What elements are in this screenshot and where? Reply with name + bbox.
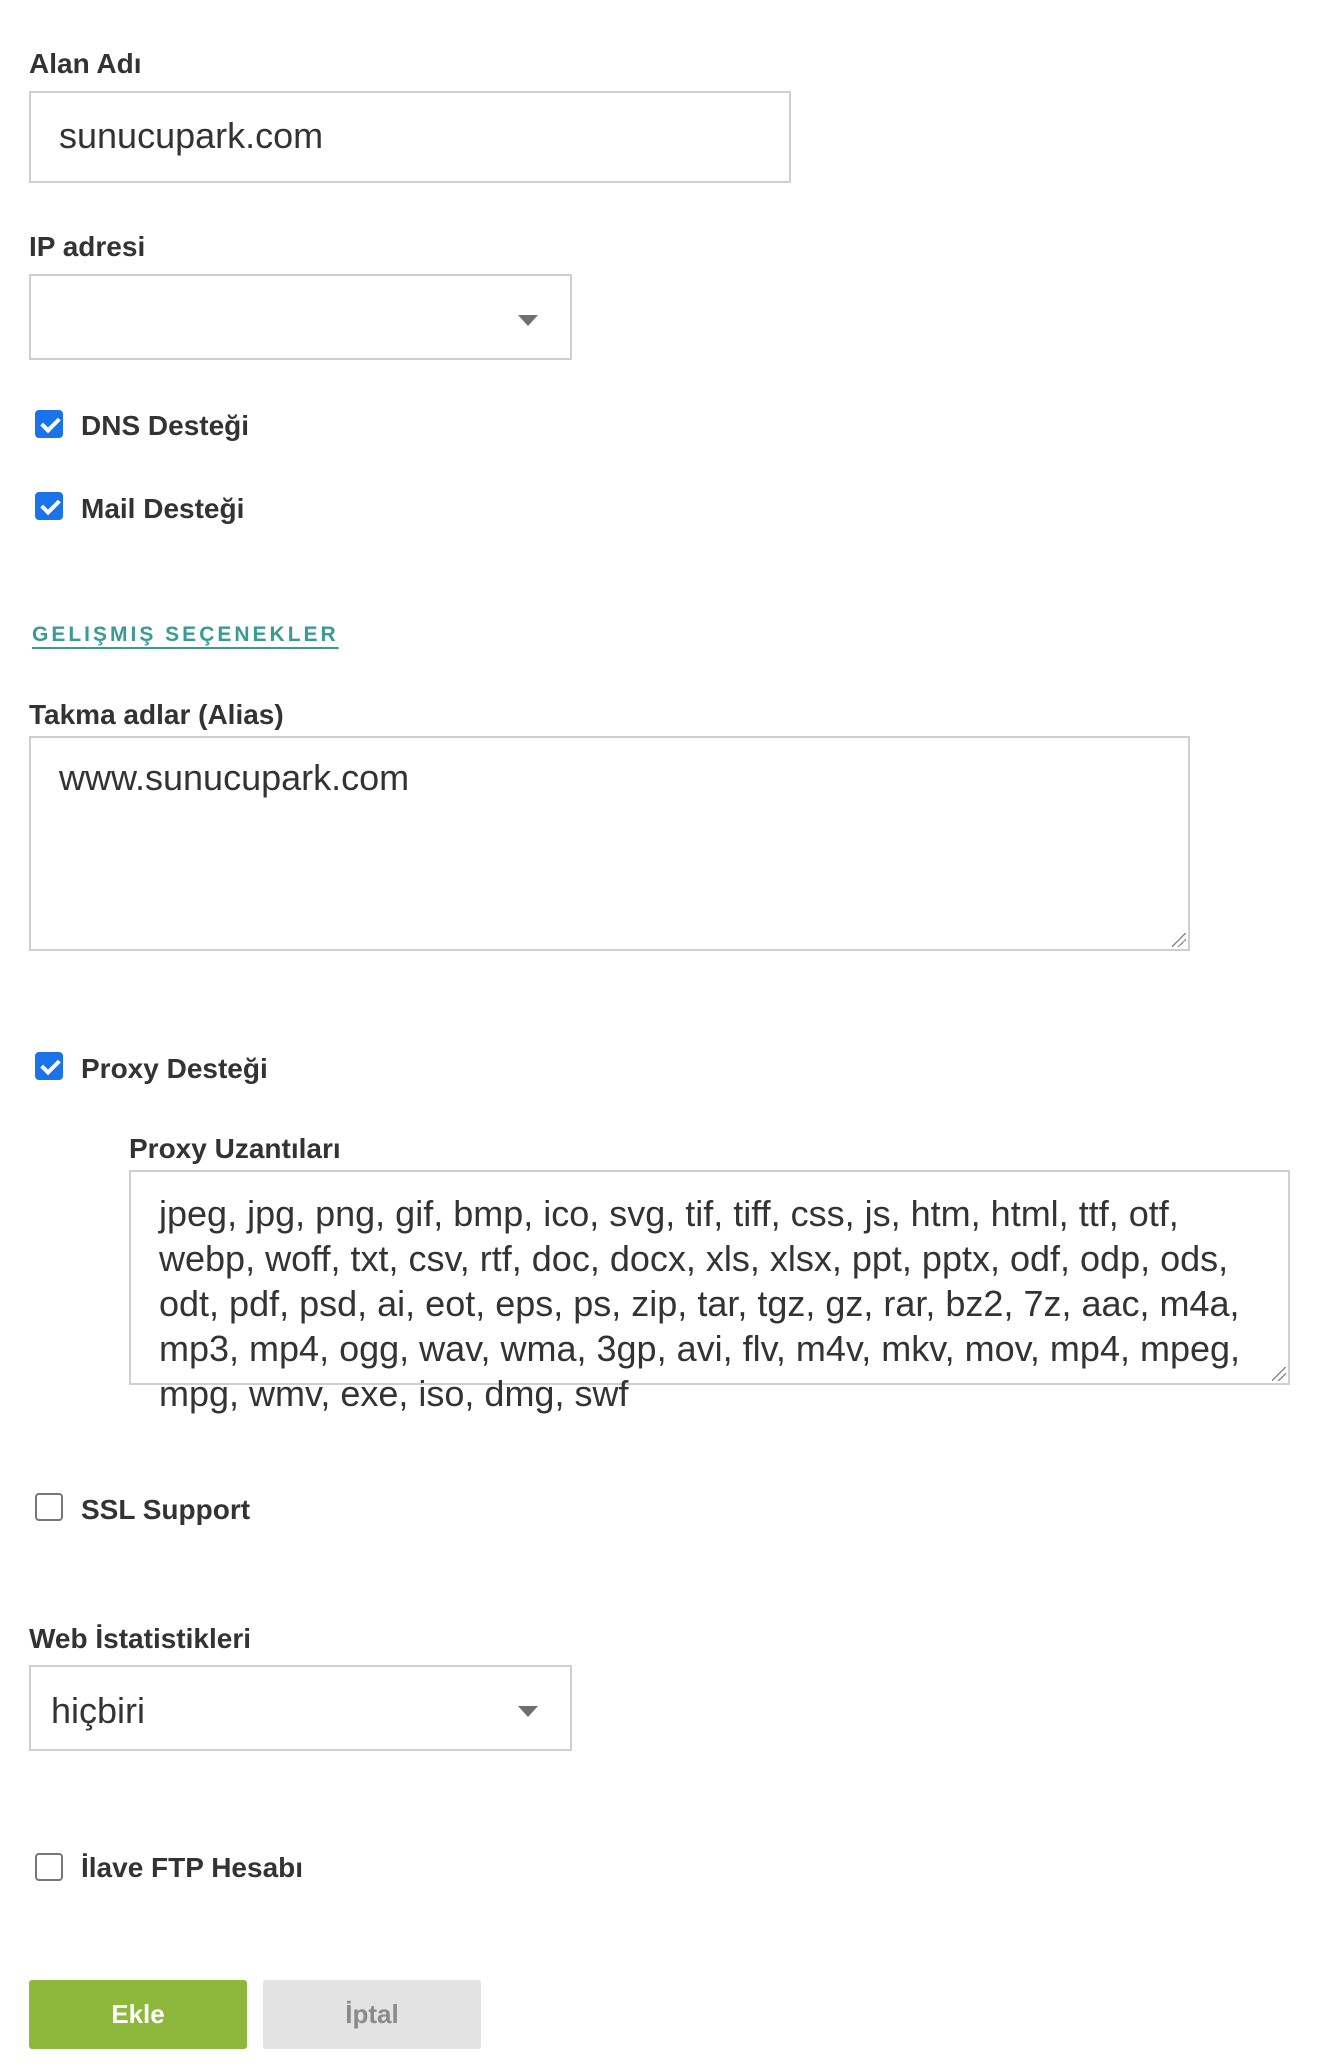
chevron-down-icon — [518, 1706, 538, 1717]
domain-label: Alan Adı — [29, 48, 142, 79]
mail-label: Mail Desteği — [81, 493, 245, 524]
proxy-extensions-value: jpeg, jpg, png, gif, bmp, ico, svg, tif, tiff, css, js, htm, html, ttf, otf, webp, woff, txt, csv, rtf, doc, docx, xls, xlsx, ppt, pptx, odf, odp, ods, odt, pdf, psd, ai, eot, eps, ps, zip, tar, tgz, gz, rar, bz2, 7z, aac, m4a, mp3, mp4, ogg, wav, wma, 3gp, avi, flv, m4v, mkv, mov, mp4, mpeg, mpg, wmv, exe, iso, dmg, swf — [159, 1193, 1241, 1414]
resize-handle-icon[interactable] — [1272, 1367, 1286, 1381]
proxy-extensions-textarea[interactable] — [129, 1170, 1290, 1414]
web-stats-select[interactable] — [29, 1665, 572, 1751]
ftp-label: İlave FTP Hesabı — [81, 1852, 304, 1883]
checkmark-icon — [40, 413, 61, 434]
ssl-checkbox[interactable] — [35, 1493, 63, 1521]
alias-textarea-value: www.sunucupark.com — [59, 757, 410, 798]
alias-textarea[interactable] — [29, 736, 1190, 951]
mail-checkbox[interactable] — [35, 492, 63, 520]
ssl-label: SSL Support — [81, 1494, 251, 1525]
ftp-checkbox[interactable] — [35, 1853, 63, 1881]
checkmark-icon — [40, 495, 61, 516]
cancel-button[interactable]: İptal — [263, 1980, 481, 2049]
dns-label: DNS Desteği — [81, 410, 250, 441]
chevron-down-icon — [518, 315, 538, 326]
domain-input-value: sunucupark.com — [59, 115, 324, 156]
proxy-label: Proxy Desteği — [81, 1053, 268, 1084]
advanced-options-link[interactable]: GELIŞMIŞ SEÇENEKLER — [32, 623, 339, 646]
web-stats-select-value: hiçbiri — [51, 1690, 146, 1731]
checkmark-icon — [40, 1055, 61, 1076]
alias-label: Takma adlar (Alias) — [29, 699, 284, 730]
ip-select[interactable] — [29, 274, 572, 360]
add-button[interactable]: Ekle — [29, 1980, 247, 2049]
web-stats-label: Web İstatistikleri — [29, 1623, 252, 1654]
resize-handle-icon[interactable] — [1172, 933, 1186, 947]
proxy-checkbox[interactable] — [35, 1052, 63, 1080]
dns-checkbox[interactable] — [35, 410, 63, 438]
ip-label: IP adresi — [29, 231, 146, 262]
domain-input[interactable] — [29, 91, 791, 183]
proxy-extensions-label: Proxy Uzantıları — [129, 1133, 341, 1164]
